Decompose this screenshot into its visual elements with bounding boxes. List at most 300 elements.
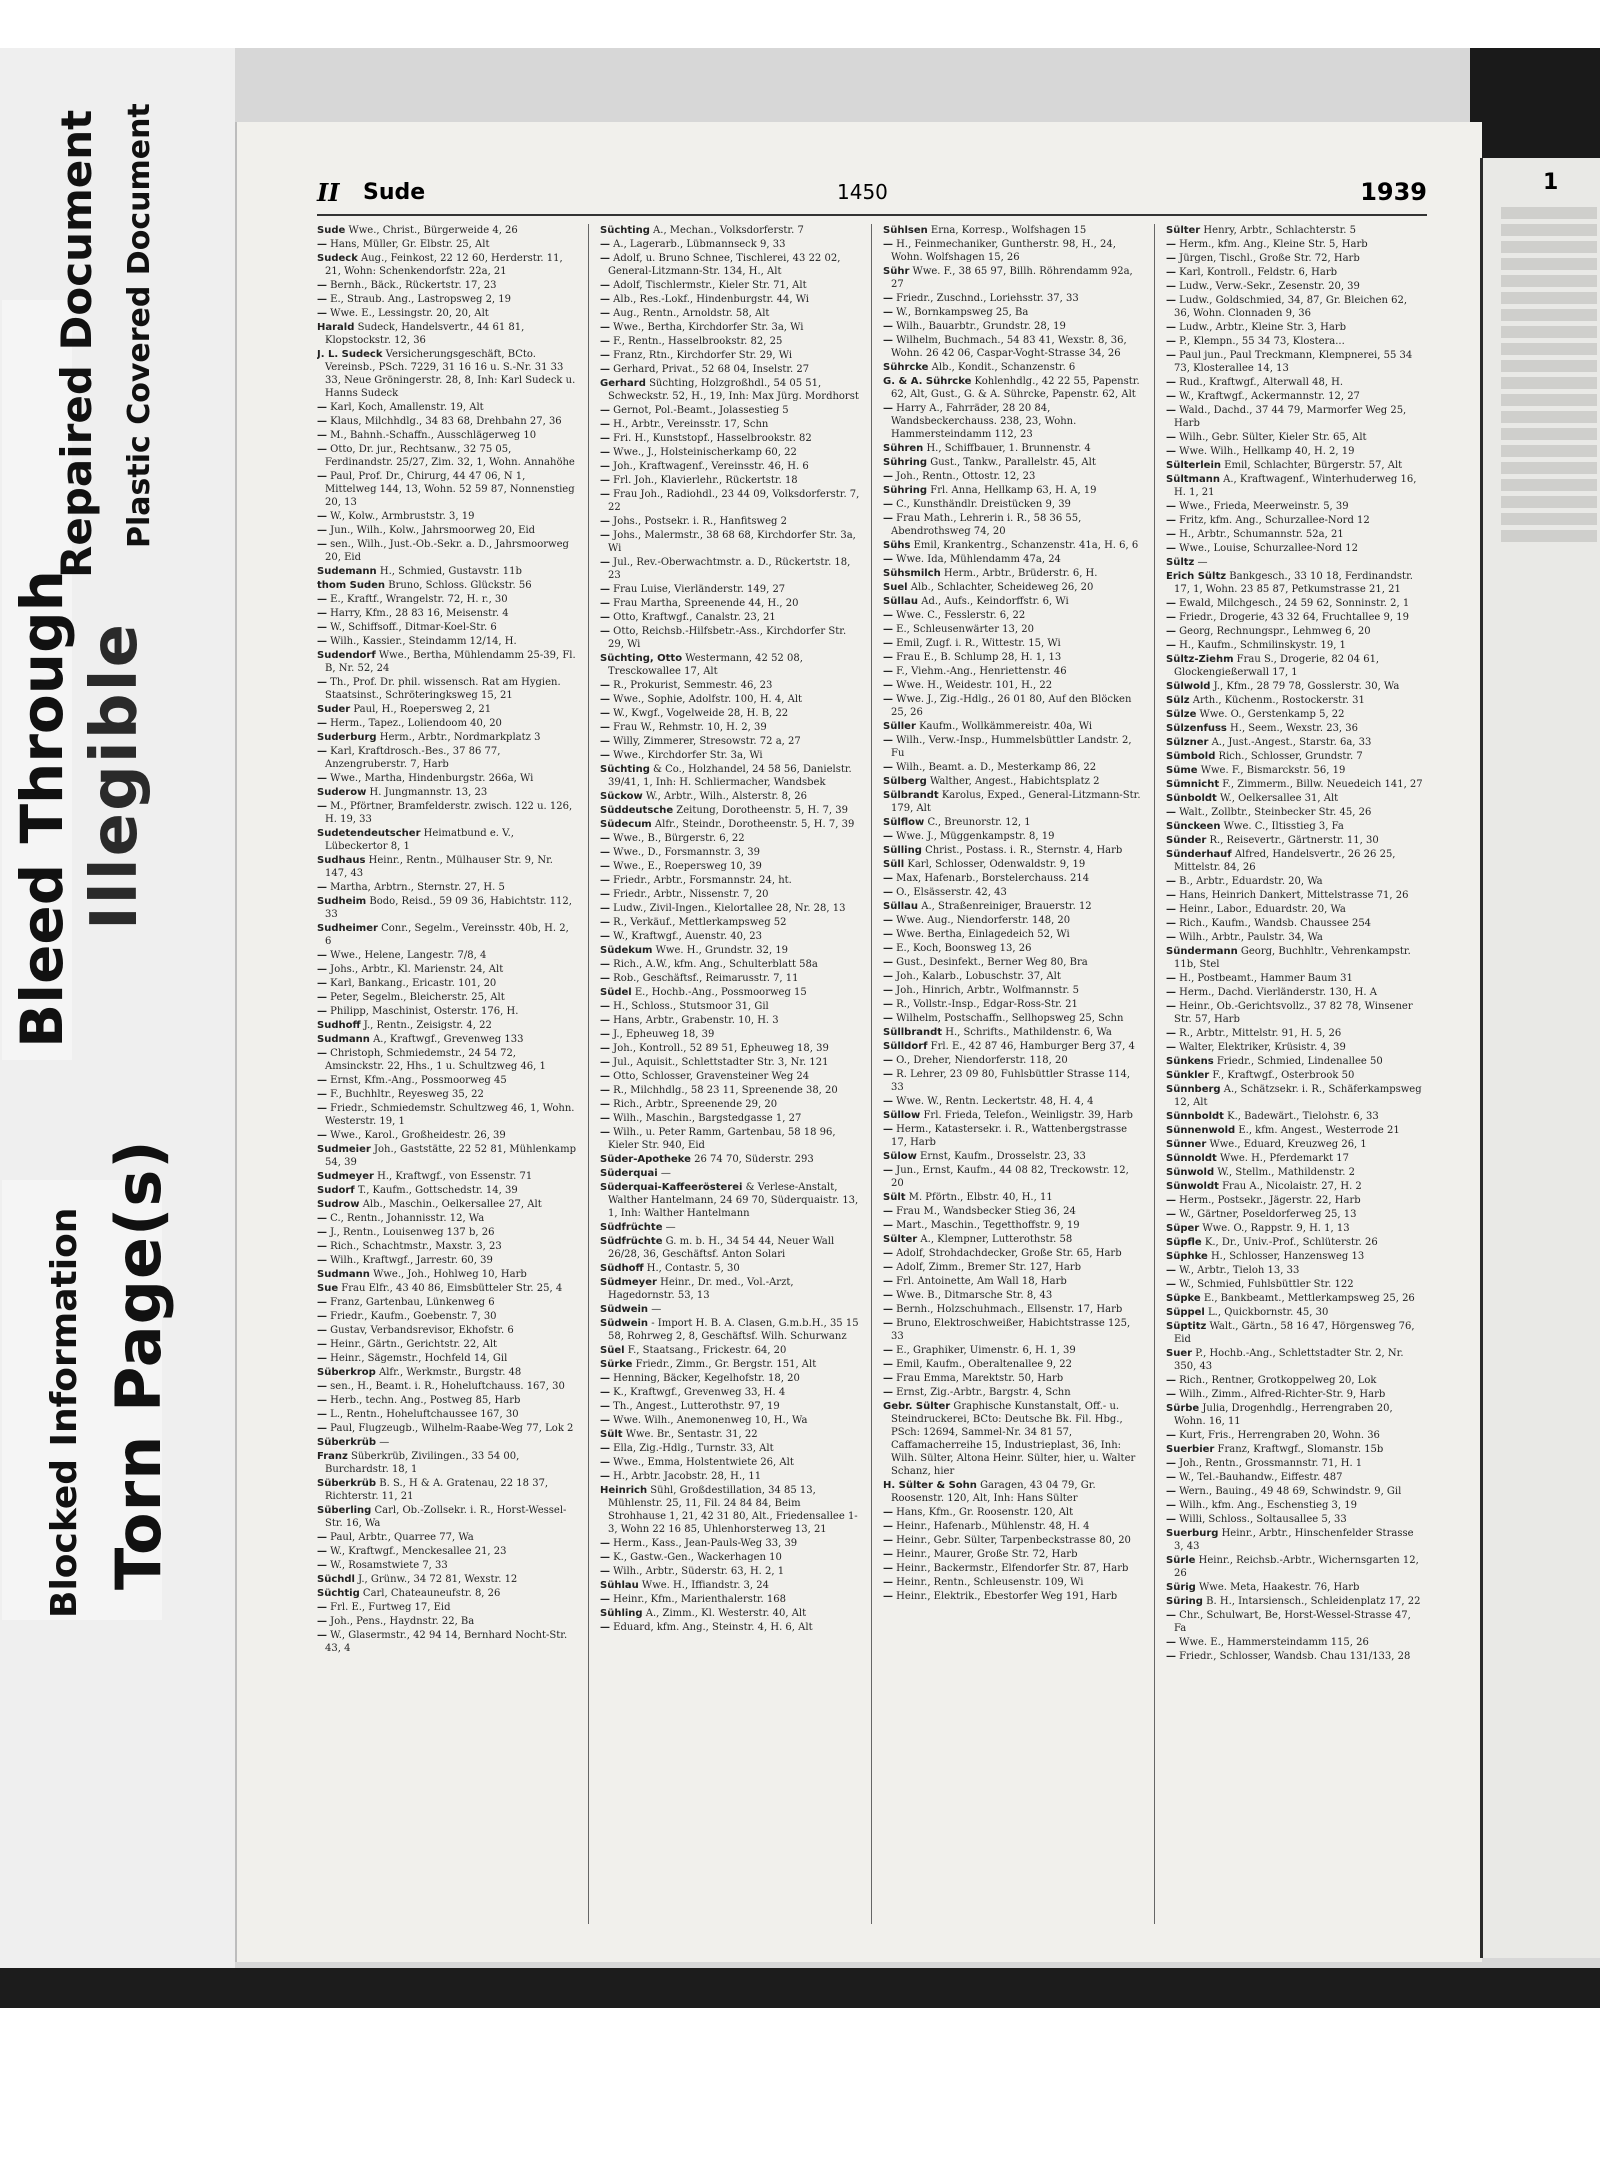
- entry-details: Rich., Rentner, Grotkoppelweg 20, Lok: [1176, 1375, 1377, 1386]
- entry-surname: —: [600, 1015, 610, 1026]
- entry-details: H., Seem., Wexstr. 23, 36: [1226, 723, 1359, 734]
- entry-details: H., Kaufm., Schmilinskystr. 19, 1: [1176, 640, 1346, 651]
- directory-entry: [1166, 1388, 1426, 1401]
- entry-details: Eduard, kfm. Ang., Steinstr. 4, H. 6, Alt: [610, 1622, 813, 1633]
- directory-entry: [883, 402, 1143, 441]
- directory-entry: [1166, 917, 1426, 930]
- directory-entry: [600, 1593, 860, 1606]
- entry-surname: —: [1166, 807, 1176, 818]
- directory-entry: [600, 1428, 860, 1441]
- entry-surname: —: [600, 626, 610, 637]
- entry-details: Bruno, Elektroschweißer, Habichtstrasse 125, 33: [891, 1318, 1131, 1342]
- entry-surname: —: [1166, 267, 1176, 278]
- entry-surname: —: [883, 1577, 893, 1588]
- entry-details: F., Staatsang., Frickestr. 64, 20: [624, 1345, 787, 1356]
- entry-details: Joh., Rentn., Grossmannstr. 71, H. 1: [1176, 1458, 1363, 1469]
- entry-surname: Sudemann: [317, 566, 377, 577]
- entry-surname: —: [883, 1290, 893, 1301]
- directory-entry: [1166, 1194, 1426, 1207]
- entry-surname: Südfrüchte: [600, 1236, 663, 1247]
- directory-entry: [317, 949, 577, 962]
- entry-surname: Süchting: [600, 764, 650, 775]
- entry-surname: Sültz-Ziehm: [1166, 654, 1234, 665]
- directory-entry: [317, 593, 577, 606]
- directory-entry: [883, 1534, 1143, 1547]
- entry-details: Heimatbund e. V., Lübeckertor 8, 1: [325, 828, 514, 852]
- entry-details: Alfr., Steindr., Dorotheenstr. 5, H. 7, 39: [651, 819, 855, 830]
- entry-details: Gernot, Pol.-Beamt., Jolassestieg 5: [610, 405, 789, 416]
- entry-surname: Süchtig: [317, 1588, 360, 1599]
- entry-details: H., Schrifts., Mathildenstr. 6, Wa: [942, 1027, 1112, 1038]
- entry-surname: —: [317, 801, 327, 812]
- entry-surname: —: [600, 405, 610, 416]
- entry-details: H., Schiffbauer, 1. Brunnenstr. 4: [923, 443, 1091, 454]
- entry-details: Wilh., Arbtr., Süderstr. 63, H. 2, 1: [610, 1566, 785, 1577]
- directory-entry: [317, 649, 577, 675]
- entry-surname: —: [317, 594, 327, 605]
- directory-entry: [883, 1520, 1143, 1533]
- entry-surname: Suderburg: [317, 732, 377, 743]
- entry-details: Martha, Arbtrn., Sternstr. 27, H. 5: [327, 882, 505, 893]
- entry-details: Westermann, 42 52 08, Tresckowallee 17, Alt: [608, 653, 803, 677]
- entry-details: Heinr., Labor., Eduardstr. 20, Wa: [1176, 904, 1346, 915]
- directory-entry: [883, 1205, 1143, 1218]
- entry-details: Frau Math., Lehrerin i. R., 58 36 55, Abendrothsweg 74, 20: [891, 513, 1082, 537]
- entry-details: G. m. b. H., 34 54 44, Neuer Wall 26/28, 36, Geschäftsf. Anton Solari: [608, 1236, 835, 1260]
- entry-surname: Sülterlein: [1166, 460, 1221, 471]
- directory-entry: [1166, 1027, 1426, 1040]
- entry-details: Wwe. H., Iffiandstr. 3, 24: [638, 1580, 769, 1591]
- entry-surname: Sülbrandt: [883, 790, 939, 801]
- entry-surname: —: [1166, 501, 1176, 512]
- entry-surname: Sülz: [1166, 695, 1190, 706]
- running-head-name: Sude: [363, 180, 426, 205]
- entry-details: R., Reisevertr., Gärtnerstr. 11, 30: [1206, 835, 1379, 846]
- entry-surname: —: [600, 1099, 610, 1110]
- entry-surname: —: [600, 959, 610, 970]
- entry-details: Frau Emma, Marektstr. 50, Harb: [893, 1373, 1064, 1384]
- entry-surname: —: [317, 746, 327, 757]
- entry-surname: —: [1166, 281, 1176, 292]
- entry-details: Joh., Gaststätte, 22 52 81, Mühlenkamp 54, 39: [325, 1144, 577, 1168]
- directory-entry: [317, 1338, 577, 1351]
- entry-surname: —: [317, 416, 327, 427]
- directory-entry: [1166, 252, 1426, 265]
- entry-surname: Süring: [1166, 1596, 1203, 1607]
- directory-entry: [600, 846, 860, 859]
- entry-details: Wwe. J., Zig.-Hdlg., 26 01 80, Auf den Blöcken 25, 26: [891, 694, 1132, 718]
- entry-details: O., Elsässerstr. 42, 43: [893, 887, 1007, 898]
- directory-entry: [600, 363, 860, 376]
- entry-surname: —: [1166, 1610, 1176, 1621]
- entry-details: Heinr., Maurer, Große Str. 72, Harb: [893, 1549, 1078, 1560]
- entry-surname: —: [600, 433, 610, 444]
- entry-surname: —: [600, 1001, 610, 1012]
- entry-details: Wwe., Christ., Bürgerweide 4, 26: [345, 225, 518, 236]
- directory-entry: [600, 1551, 860, 1564]
- entry-surname: —: [883, 1373, 893, 1384]
- entry-surname: —: [1166, 1500, 1176, 1511]
- directory-entry: [600, 1276, 860, 1302]
- entry-surname: —: [883, 638, 893, 649]
- entry-details: Wwe. F., 38 65 97, Billh. Röhrendamm 92a, 27: [891, 266, 1133, 290]
- entry-surname: —: [600, 489, 610, 500]
- directory-entry: [883, 539, 1143, 552]
- entry-details: Wilhelm, Postschaffn., Sellhopsweg 25, Schn: [893, 1013, 1124, 1024]
- entry-details: Frau Joh., Radiohdl., 23 44 09, Volksdorferstr. 7, 22: [608, 489, 860, 513]
- directory-entry: [883, 775, 1143, 788]
- entry-details: Julia, Drogenhdlg., Herrengraben 20, Wohn. 16, 11: [1174, 1403, 1393, 1427]
- entry-surname: —: [1166, 932, 1176, 943]
- facing-page-fragment: 1: [1543, 170, 1559, 195]
- entry-surname: —: [317, 964, 327, 975]
- entry-surname: —: [317, 1048, 327, 1059]
- entry-surname: —: [1166, 1265, 1176, 1276]
- entry-details: Bruno, Schloss. Glückstr. 56: [385, 580, 532, 591]
- directory-entry: [883, 1026, 1143, 1039]
- directory-entry: [600, 404, 860, 417]
- directory-entry: [600, 279, 860, 292]
- directory-entry: [600, 1153, 860, 1166]
- directory-entry: [1166, 848, 1426, 874]
- directory-entry: [600, 515, 860, 528]
- entry-details: Frau M., Wandsbecker Stieg 36, 24: [893, 1206, 1076, 1217]
- entry-surname: —: [1166, 405, 1176, 416]
- directory-entry: [317, 895, 577, 921]
- directory-entry: [317, 676, 577, 702]
- entry-surname: Sünboldt: [1166, 793, 1217, 804]
- entry-surname: —: [600, 1566, 610, 1577]
- directory-entry: [317, 881, 577, 894]
- directory-entry: [600, 763, 860, 789]
- entry-details: Otto, Dr. jur., Rechtsanw., 32 75 05, Ferdinandstr. 25/27, Zim. 32, 1, Wohn. Annahöhe: [325, 444, 575, 468]
- directory-entry: [1166, 1581, 1426, 1594]
- column-divider: [871, 224, 872, 1924]
- entry-details: W., Arbtr., Tieloh 13, 33: [1176, 1265, 1300, 1276]
- entry-surname: Südwein: [600, 1304, 649, 1315]
- directory-entry: [600, 611, 860, 624]
- entry-surname: —: [883, 1262, 893, 1273]
- page-header: [317, 178, 1427, 212]
- entry-surname: —: [1166, 391, 1176, 402]
- directory-entry: [883, 914, 1143, 927]
- directory-entry: [317, 307, 577, 320]
- directory-entry: [1166, 972, 1426, 985]
- entry-surname: Süptitz: [1166, 1321, 1207, 1332]
- entry-surname: —: [1166, 543, 1176, 554]
- entry-details: Wwe., Helene, Langestr. 7/8, 4: [327, 950, 487, 961]
- directory-entry: [1166, 1152, 1426, 1165]
- directory-entry: [883, 1303, 1143, 1316]
- entry-surname: —: [317, 1546, 327, 1557]
- directory-entry: [317, 854, 577, 880]
- entry-details: C., Breunorstr. 12, 1: [924, 817, 1031, 828]
- entry-surname: Südel: [600, 987, 632, 998]
- entry-surname: —: [600, 722, 610, 733]
- directory-entry: [1166, 459, 1426, 472]
- directory-entry: [1166, 806, 1426, 819]
- directory-entry: [600, 1000, 860, 1013]
- entry-surname: —: [600, 364, 610, 375]
- entry-surname: Sündermann: [1166, 946, 1238, 957]
- entry-surname: —: [883, 1345, 893, 1356]
- directory-entry: [1166, 431, 1426, 444]
- entry-details: W., Schiffsoff., Ditmar-Koel-Str. 6: [327, 622, 497, 633]
- entry-details: P., Klempn., 55 34 73, Klostera...: [1176, 336, 1345, 347]
- directory-entry: [600, 418, 860, 431]
- entry-surname: —: [317, 1560, 327, 1571]
- entry-details: Paul, H., Roepersweg 2, 21: [350, 704, 492, 715]
- entry-details: sen., H., Beamt. i. R., Hoheluftchauss. 167, 30: [327, 1381, 565, 1392]
- entry-details: Harry A., Fahrräder, 28 20 84, Wandsbeckerchauss. 238, 23, Wohn. Hammersteindamm 112, 23: [891, 403, 1077, 440]
- entry-details: F., Viehm.-Ang., Henriettenstr. 46: [893, 666, 1067, 677]
- entry-details: Christoph, Schmiedemstr., 24 54 72, Amsinckstr. 22, Hhs., 1 u. Schultzweg 46, 1: [325, 1048, 546, 1072]
- entry-details: Emil, Kaufm., Oberaltenallee 9, 22: [893, 1359, 1072, 1370]
- entry-surname: —: [883, 1521, 893, 1532]
- entry-surname: —: [317, 636, 327, 647]
- directory-entry: [883, 1247, 1143, 1260]
- entry-surname: —: [883, 680, 893, 691]
- entry-surname: Sude: [317, 225, 346, 236]
- entry-surname: Sudmeier: [317, 1144, 371, 1155]
- directory-entry: [1166, 349, 1426, 375]
- directory-entry: [883, 1012, 1143, 1025]
- entry-surname: —: [600, 294, 610, 305]
- page-number: 1450: [837, 180, 888, 204]
- entry-details: Joh., Kraftwagenf., Vereinsstr. 46, H. 6: [610, 461, 809, 472]
- entry-surname: —: [883, 1304, 893, 1315]
- directory-entry: [883, 224, 1143, 237]
- entry-surname: —: [883, 293, 893, 304]
- entry-surname: Sünkens: [1166, 1056, 1214, 1067]
- entry-surname: Sünckeen: [1166, 821, 1221, 832]
- directory-entry: [1166, 376, 1426, 389]
- scanner-edge-shadow: [1470, 48, 1600, 158]
- entry-surname: —: [600, 1085, 610, 1096]
- directory-entry: [1166, 404, 1426, 430]
- directory-entry: [317, 1310, 577, 1323]
- entry-surname: Sürke: [600, 1359, 633, 1370]
- entry-details: Paul jun., Paul Treckmann, Klempnerei, 55 34 73, Klosterallee 14, 13: [1174, 350, 1413, 374]
- stamp-torn-pages: Torn Page(s): [102, 1139, 175, 1590]
- entry-details: Karl, Bankang., Ericastr. 101, 20: [327, 978, 497, 989]
- entry-surname: —: [317, 608, 327, 619]
- entry-surname: —: [600, 447, 610, 458]
- entry-details: Alb., Schlachter, Scheideweg 26, 20: [907, 582, 1094, 593]
- directory-entry: [317, 321, 577, 347]
- entry-details: Karolus, Exped., General-Litzmann-Str. 179, Alt: [891, 790, 1141, 814]
- directory-entry: [1166, 875, 1426, 888]
- entry-details: Philipp, Maschinist, Osterstr. 176, H.: [327, 1006, 519, 1017]
- entry-details: Wald., Dachd., 37 44 79, Marmorfer Weg 25, Harb: [1174, 405, 1407, 429]
- directory-entry: [317, 510, 577, 523]
- entry-surname: —: [1166, 1651, 1176, 1662]
- entry-surname: —: [1166, 918, 1176, 929]
- entry-details: Ludw., Goldschmied, 34, 87, Gr. Bleichen 62, 36, Wohn. Clonnaden 9, 36: [1174, 295, 1408, 319]
- entry-details: —: [376, 1437, 390, 1448]
- entry-details: A., Klempner, Lutterothstr. 58: [917, 1234, 1073, 1245]
- entry-surname: Sünderhauf: [1166, 849, 1232, 860]
- entry-details: Wilh., Kraftwgf., Jarrestr. 60, 39: [327, 1255, 493, 1266]
- directory-entry: [317, 224, 577, 237]
- entry-surname: —: [317, 1532, 327, 1543]
- directory-entry: [1166, 500, 1426, 513]
- entry-details: K., Dr., Univ.-Prof., Schlüterstr. 26: [1201, 1237, 1378, 1248]
- directory-entry: [600, 1235, 860, 1261]
- directory-entry: [600, 1579, 860, 1592]
- directory-entry: [1166, 1347, 1426, 1373]
- header-rule: [317, 214, 1427, 216]
- entry-surname: Sührcke: [883, 362, 929, 373]
- directory-entry: [883, 1317, 1143, 1343]
- entry-details: Zeitung, Dorotheenstr. 5, H. 7, 39: [673, 805, 849, 816]
- entry-surname: —: [1166, 1458, 1176, 1469]
- directory-entry: [883, 1164, 1143, 1190]
- entry-surname: —: [883, 929, 893, 940]
- entry-surname: —: [317, 1227, 327, 1238]
- entry-details: K., Badewärt., Tielohstr. 6, 33: [1223, 1111, 1379, 1122]
- entry-details: A., Mechan., Volksdorferstr. 7: [649, 225, 804, 236]
- directory-entry: [600, 335, 860, 348]
- entry-details: Frau W., Rehmstr. 10, H. 2, 39: [610, 722, 767, 733]
- directory-entry: [883, 720, 1143, 733]
- entry-surname: Sudrow: [317, 1199, 360, 1210]
- entry-surname: Heinrich: [600, 1485, 648, 1496]
- directory-entry: [1166, 986, 1426, 999]
- entry-details: Walther, Angest., Habichtsplatz 2: [926, 776, 1100, 787]
- entry-details: Emil, Zugf. i. R., Wittestr. 15, Wi: [893, 638, 1061, 649]
- entry-surname: Südfrüchte: [600, 1222, 663, 1233]
- entry-details: E., Bankbeamt., Mettlerkampsweg 25, 26: [1200, 1293, 1415, 1304]
- directory-entry: [600, 349, 860, 362]
- entry-details: Heinr., Reichsb.-Arbtr., Wichernsgarten 12, 26: [1174, 1555, 1419, 1579]
- entry-surname: Süllow: [883, 1110, 921, 1121]
- column-divider: [588, 224, 589, 1924]
- directory-entry: [1166, 1306, 1426, 1319]
- entry-details: Wwe. O., Gerstenkamp 5, 22: [1196, 709, 1345, 720]
- directory-entry: [317, 922, 577, 948]
- entry-details: M. Pförtn., Elbstr. 40, H., 11: [905, 1192, 1053, 1203]
- entry-details: W., Kolw., Armbruststr. 3, 19: [327, 511, 475, 522]
- directory-entry: [600, 1414, 860, 1427]
- directory-entry: [883, 265, 1143, 291]
- directory-entry: [317, 1019, 577, 1032]
- entry-details: Erna, Korresp., Wolfshagen 15: [927, 225, 1087, 236]
- directory-entry: [600, 597, 860, 610]
- entry-details: Frl. Frieda, Telefon., Weinligstr. 39, Harb: [920, 1110, 1133, 1121]
- entry-details: Friedr., Arbtr., Nissenstr. 7, 20: [610, 889, 769, 900]
- entry-details: Johs., Malermstr., 38 68 68, Kirchdorfer Str. 3a, Wi: [608, 530, 856, 554]
- entry-details: Frau A., Nicolaistr. 27, H. 2: [1218, 1181, 1362, 1192]
- entry-surname: —: [883, 694, 893, 705]
- entry-surname: —: [883, 554, 893, 565]
- directory-entry: [317, 1422, 577, 1435]
- entry-surname: —: [883, 652, 893, 663]
- entry-details: Wwe. J., Müggenkampstr. 8, 19: [893, 831, 1055, 842]
- directory-entry: [600, 1056, 860, 1069]
- entry-surname: Sudmann: [317, 1269, 370, 1280]
- entry-details: A., Lagerarb., Lübmannseck 9, 33: [610, 239, 786, 250]
- directory-entry: [317, 1615, 577, 1628]
- entry-details: Kurt, Fris., Herrengraben 20, Wohn. 36: [1176, 1430, 1380, 1441]
- scanner-bottom-shadow: [0, 1968, 1600, 2008]
- entry-surname: —: [883, 887, 893, 898]
- entry-surname: Süchting: [600, 225, 650, 236]
- directory-entry: [883, 1479, 1143, 1505]
- entry-surname: Suel: [883, 582, 908, 593]
- entry-surname: —: [600, 336, 610, 347]
- entry-surname: Süpke: [1166, 1293, 1201, 1304]
- directory-entry: [317, 1240, 577, 1253]
- entry-surname: Sudendorf: [317, 650, 376, 661]
- entry-surname: Süderquai: [600, 1168, 658, 1179]
- directory-entry: [883, 844, 1143, 857]
- entry-surname: —: [883, 1549, 893, 1560]
- directory-entry: [600, 1126, 860, 1152]
- entry-details: —: [657, 1168, 671, 1179]
- entry-surname: Süchdl: [317, 1574, 355, 1585]
- directory-entry: [317, 635, 577, 648]
- directory-entry: [1166, 1320, 1426, 1346]
- directory-entry: [1166, 1208, 1426, 1221]
- entry-surname: Süphke: [1166, 1251, 1208, 1262]
- entry-details: Herm., Dachd. Vierländerstr. 130, H. A: [1176, 987, 1377, 998]
- directory-entry: [600, 902, 860, 915]
- entry-details: Wwe. Ida, Mühlendamm 47a, 24: [893, 554, 1061, 565]
- entry-surname: —: [600, 1387, 610, 1398]
- directory-entry: [600, 1607, 860, 1620]
- directory-entry: [317, 429, 577, 442]
- entry-surname: —: [883, 610, 893, 621]
- directory-entry: [317, 1380, 577, 1393]
- directory-entry: [1166, 1236, 1426, 1249]
- entry-details: J., Kfm., 28 79 78, Gosslerstr. 30, Wa: [1210, 681, 1400, 692]
- entry-details: Rich., Arbtr., Spreenende 29, 20: [610, 1099, 778, 1110]
- entry-surname: Süller: [883, 721, 916, 732]
- directory-entry: [317, 1436, 577, 1449]
- entry-details: Herm., Tapez., Loliendoom 40, 20: [327, 718, 502, 729]
- entry-details: W., Schmied, Fuhlsbüttler Str. 122: [1176, 1279, 1354, 1290]
- entry-details: W., Gärtner, Poseldorferweg 25, 13: [1176, 1209, 1357, 1220]
- entry-surname: Sudeck: [317, 253, 358, 264]
- directory-entry: [883, 1372, 1143, 1385]
- entry-surname: Sudheimer: [317, 923, 378, 934]
- directory-entry: [1166, 1222, 1426, 1235]
- entry-surname: Südmeyer: [600, 1277, 657, 1288]
- directory-entry: [600, 583, 860, 596]
- entry-surname: —: [883, 985, 893, 996]
- entry-details: Friedr., Arbtr., Forsmannstr. 24, ht.: [610, 875, 792, 886]
- directory-entry: [1166, 1124, 1426, 1137]
- directory-entry: [317, 1324, 577, 1337]
- entry-surname: —: [317, 950, 327, 961]
- entry-details: Ludw., Zivil-Ingen., Kielortallee 28, Nr. 28, 13: [610, 903, 846, 914]
- entry-surname: —: [600, 708, 610, 719]
- entry-details: Alb., Maschin., Oelkersallee 27, Alt: [359, 1199, 542, 1210]
- entry-surname: Suerbier: [1166, 1444, 1215, 1455]
- directory-entry: [883, 1358, 1143, 1371]
- entry-surname: Sudhoff: [317, 1020, 361, 1031]
- entry-details: Alfr., Werkmstr., Burgstr. 48: [375, 1367, 522, 1378]
- entry-details: J., Grünw., 34 72 81, Wexstr. 12: [354, 1574, 518, 1585]
- stamp-blocked-information: Blocked Information: [44, 1207, 85, 1618]
- entry-details: Wwe., D., Forsmannstr. 3, 39: [610, 847, 760, 858]
- entry-details: Frau S., Drogerie, 82 04 61, Glockengießerwall 17, 1: [1174, 654, 1380, 678]
- entry-surname: —: [883, 1055, 893, 1066]
- entry-details: F., Zimmerm., Billw. Neuedeich 141, 27: [1219, 779, 1423, 790]
- entry-details: W., Rosamstwiete 7, 33: [327, 1560, 448, 1571]
- entry-surname: —: [600, 889, 610, 900]
